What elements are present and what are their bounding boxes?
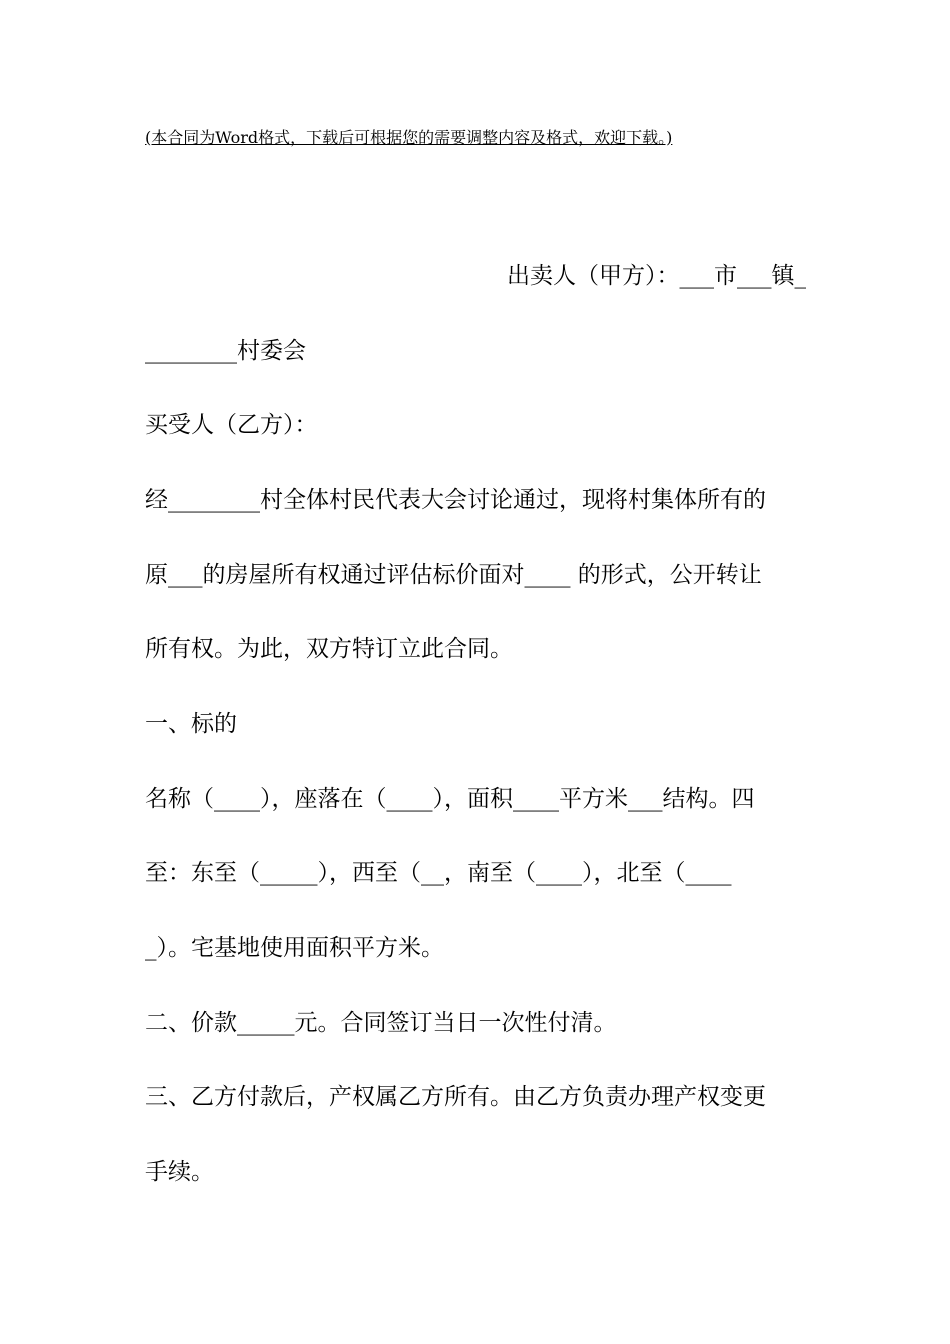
intro-paragraph-line-2: 原___的房屋所有权通过评估标价面对____ 的形式，公开转让 xyxy=(145,562,762,588)
section-price-line: 二、价款_____元。合同签订当日一次性付清。 xyxy=(145,1010,617,1036)
subject-paragraph-line-2: 至：东至（_____），西至（__，南至（____），北至（____ xyxy=(145,860,732,886)
seller-village-line: ________村委会 xyxy=(145,338,306,364)
seller-line: 出卖人（甲方）：___市___镇_ xyxy=(507,263,806,289)
section-ownership-line-1: 三、乙方付款后，产权属乙方所有。由乙方负责办理产权变更 xyxy=(145,1084,766,1110)
subject-paragraph-line-3: _）。宅基地使用面积平方米。 xyxy=(145,935,444,961)
buyer-line: 买受人（乙方）： xyxy=(145,412,318,438)
subject-paragraph-line-1: 名称（____），座落在（____），面积____平方米___结构。四 xyxy=(145,786,755,812)
format-notice: (本合同为Word格式，下载后可根据您的需要调整内容及格式，欢迎下载。) xyxy=(145,128,673,147)
intro-paragraph-line-3: 所有权。为此，双方特订立此合同。 xyxy=(145,636,513,662)
section-subject-heading: 一、标的 xyxy=(145,711,237,737)
section-ownership-line-2: 手续。 xyxy=(145,1159,214,1185)
intro-paragraph-line-1: 经________村全体村民代表大会讨论通过，现将村集体所有的 xyxy=(145,487,766,513)
